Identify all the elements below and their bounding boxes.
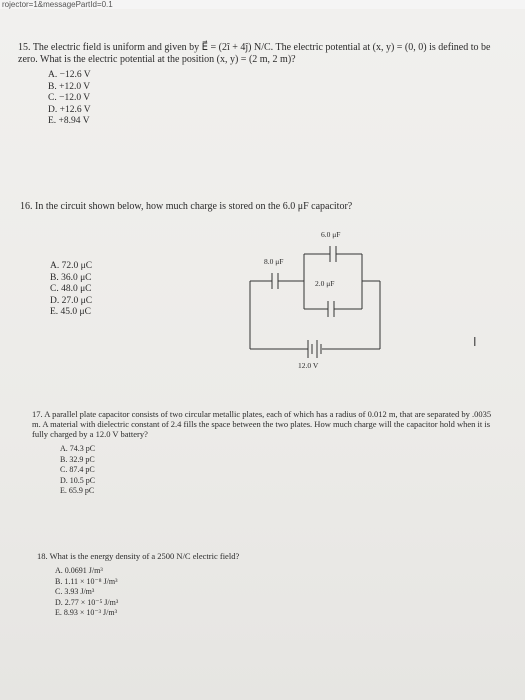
option: E. 65.9 pC: [60, 486, 95, 495]
question-18-options: [55, 566, 477, 619]
option: D. +12.6 V: [48, 104, 91, 115]
question-16-text: 16. In the circuit shown below, how much charge is stored on the 6.0 μF capacitor?: [20, 201, 353, 212]
option: A. −12.6 V: [48, 70, 91, 80]
question-16-options: [50, 261, 92, 319]
option: C. 48.0 μC: [50, 284, 92, 294]
option: D. 10.5 pC: [60, 475, 96, 485]
battery-label: 12.0 V: [298, 361, 319, 370]
question-15-text: 15. The electric field is uniform and given by E⃗ = (2î + 4ĵ) N/C. The electric potential at (x, y) = (0, 0) is defined to be zero. What is the electric potential at the position (x, y) = (2 m, 2 m)?: [18, 42, 491, 65]
option: E. +8.94 V: [48, 116, 90, 126]
question-15: [18, 42, 508, 128]
option: E. 8.93 × 10⁻³ J/m³: [55, 608, 117, 617]
question-15-options: [48, 70, 508, 128]
option: C. 87.4 pC: [60, 465, 95, 474]
circuit-diagram: [240, 229, 410, 369]
browser-url-fragment: rojector=1&messagePartId=0.1: [0, 0, 525, 9]
option: C. −12.0 V: [48, 93, 91, 103]
option: A. 74.3 pC: [60, 444, 96, 453]
capacitor-8uf-label: 8.0 μF: [264, 257, 284, 266]
option: A. 0.0691 J/m³: [55, 566, 103, 575]
question-17: [32, 409, 497, 497]
question-17-options: [60, 444, 497, 497]
document-page: [0, 9, 525, 700]
capacitor-2uf-label: 2.0 μF: [315, 279, 335, 288]
question-18-text: 18. What is the energy density of a 2500 N/C electric field?: [37, 551, 240, 561]
question-18: [37, 551, 477, 619]
question-16: [20, 201, 510, 213]
option: D. 2.77 × 10⁻⁵ J/m³: [55, 597, 119, 607]
option: D. 27.0 μC: [50, 295, 93, 306]
option: B. 36.0 μC: [50, 272, 92, 283]
option: B. +12.0 V: [48, 81, 91, 92]
text-cursor-icon: I: [473, 335, 477, 349]
option: A. 72.0 μC: [50, 261, 93, 271]
question-17-text: 17. A parallel plate capacitor consists of two circular metallic plates, each of which has a radius of 0.012 m, that are separated by .0035 m. A material with dielectric constant of 2.4 fills the space between the two plates. How much charge will the capacitor hold when it is fully charged by a 12.0 V battery?: [32, 409, 492, 439]
option: C. 3.93 J/m³: [55, 587, 95, 596]
capacitor-6uf-label: 6.0 μF: [321, 230, 341, 239]
option: B. 1.11 × 10⁻⁸ J/m³: [55, 576, 118, 586]
option: E. 45.0 μC: [50, 307, 91, 317]
option: B. 32.9 pC: [60, 454, 95, 464]
